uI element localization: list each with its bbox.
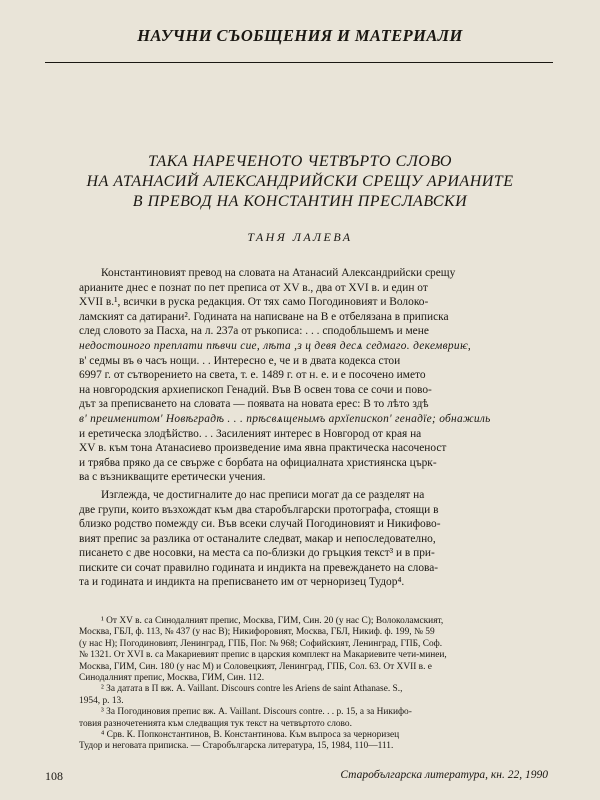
body-line: вият препис за разлика от останалите следват, макар и непоследователно,	[79, 532, 436, 545]
body-line: две групи, които възхождат към два старобългарски протографа, стоящи в	[79, 503, 439, 516]
body-line: дът за преписването на словата — появата на новата ерес: В то лѣто здѣ	[79, 398, 429, 411]
body-line: XV в. към тона Атанасиево произведение има явна практическа насоченост	[79, 442, 447, 455]
article-body	[79, 266, 567, 590]
page-number: 108	[45, 769, 63, 783]
journal-reference: Старобългарска литература, кн. 22, 1990	[340, 769, 548, 781]
body-line: в' преименитом' Новѣградѣ . . . прѣсвѧщенымъ архїепископ' генадїе; обнажиль	[79, 412, 491, 425]
body-line: арианите днес е познат по пет преписа от XV в., два от XVI в. и един от	[79, 281, 428, 294]
footnote-line: товия разночетенията към следващия тук текст на четвъртото слово.	[79, 718, 352, 729]
footnote-line: Москва, ГИМ, Син. 180 (у нас М) и Соловецкият, Ленинград, ГПБ, Сол. 63. От XVII в. е	[79, 661, 432, 672]
footnote-line: ³ За Погодиновия препис вж. A. Vaillant. Discours contre. . . p. 15, а за Никифо-	[101, 707, 412, 718]
footnote-line: ¹ От XV в. са Синодалният препис, Москва, ГИМ, Син. 20 (у нас С); Волоколамският,	[101, 616, 444, 626]
body-line: Изглежда, че достигналите до нас преписи могат да се разделят на	[101, 488, 425, 501]
title-line: ТАКА НАРЕЧЕНОТО ЧЕТВЪРТО СЛОВО	[148, 153, 452, 170]
paragraph-2	[79, 488, 567, 590]
paragraph-1	[79, 266, 567, 485]
body-line: та и годината и индикта на преписването им от черноризец Тудор⁴.	[79, 576, 405, 589]
body-line: след словото за Пасха, на л. 237а от ръкописа: . . . сподобльшемъ и мене	[79, 325, 429, 338]
section-header: НАУЧНИ СЪОБЩЕНИЯ И МАТЕРИАЛИ	[137, 26, 463, 45]
footnote-line: Синодалният препис, Москва, ГИМ, Син. 112.	[79, 673, 265, 684]
body-line: в' седмы въ ѳ часъ нощи. . . Интересно е, че и в двата кодекса стои	[79, 354, 401, 367]
body-line: 6997 г. от сътворението на света, т. е. 1489 г. от н. е. и е посочено името	[79, 369, 426, 382]
footnote-line: (у нас Н); Погодиновият, Ленинград, ГПБ, Пог. № 968; Софийският, Ленинград, ГПБ, Соф.	[79, 638, 443, 649]
footnote-line: ⁴ Срв. К. Попконстантинов, В. Константинова. Към въпроса за черноризец	[101, 730, 400, 741]
footnote-line: Тудор и неговата приписка. — Старобългарска литература, 15, 1984, 110—111.	[79, 741, 394, 752]
author-name: ТАНЯ ЛАЛЕВА	[247, 230, 353, 244]
footnote-line: Москва, ГБЛ, ф. 113, № 437 (у нас В); Никифоровият, Москва, ГБЛ, Никиф. ф. 199, № 59	[79, 627, 435, 638]
body-line: писането с две носовки, на места са по-близки до гръцкия текст³ и в при-	[79, 547, 435, 560]
footnote-line: № 1321. От XVI в. са Макариевият препис в царския комплект на Макариевите чети-минеи,	[79, 650, 447, 661]
body-line: недостоиного преплати пѣвчи сие, лѣта ,з ц девя десѧ седмаго. декемвриѥ,	[79, 339, 471, 352]
title-line: НА АТАНАСИЙ АЛЕКСАНДРИЙСКИ СРЕЩУ АРИАНИТЕ	[86, 173, 514, 190]
footnote-line: ² За датата в П вж. A. Vaillant. Discours contre les Ariens de saint Athanase. S.,	[101, 684, 403, 695]
footnotes	[79, 616, 567, 753]
body-line: и трябва пряко да се свърже с борбата на официалната християнска църк-	[79, 456, 437, 469]
header-rule	[45, 62, 553, 63]
body-line: ламският са датирани². Годината на написване на В е отбелязана в приписка	[79, 310, 449, 323]
body-line: XVII в.¹, всички в руска редакция. От тях само Погодиновият и Волоко-	[79, 296, 429, 309]
body-line: и еретическа злодѣйство. . . Засиленият интерес в Новгород от края на	[79, 427, 422, 440]
article-title	[40, 152, 560, 212]
title-line: В ПРЕВОД НА КОНСТАНТИН ПРЕСЛАВСКИ	[132, 193, 468, 210]
body-line: на новгородския архиепископ Генадий. Във В освен това се сочи и пово-	[79, 383, 432, 396]
body-line: ва с възникващите еретически учения.	[79, 471, 266, 484]
body-line: писките си сочат правилно годината и индикта на превеждането на слова-	[79, 561, 439, 574]
body-line: Константиновият превод на словата на Атанасий Александрийски срещу	[101, 267, 456, 279]
footnote-line: 1954, p. 13.	[79, 695, 124, 706]
body-line: близко родство помежду си. Във всеки случай Погодиновият и Никифово-	[79, 518, 441, 531]
